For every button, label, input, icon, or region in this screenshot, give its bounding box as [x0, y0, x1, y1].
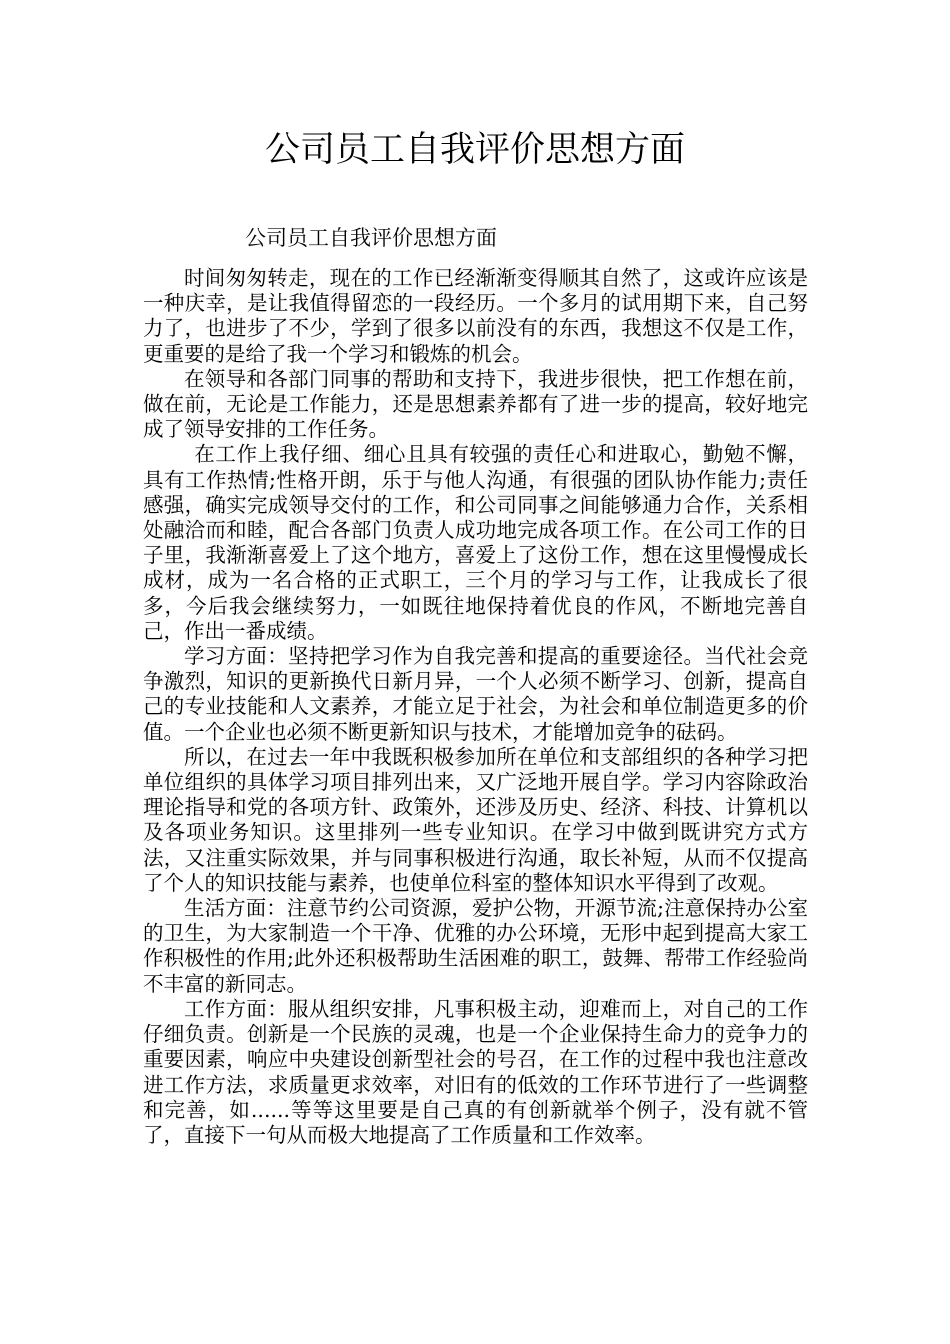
paragraph-study: 学习方面：坚持把学习作为自我完善和提高的重要途径。当代社会竞争激烈，知识的更新换代日新月异，一个人必须不断学习、创新，提高自己的专业技能和人文素养，才能立足于社会，为社会和单位制造更多的价值。一个企业也必须不断更新知识与技术，才能增加竞争的砝码。 — [143, 644, 808, 744]
paragraph-intro: 时间匆匆转走，现在的工作已经渐渐变得顺其自然了，这或许应该是一种庆幸，是让我值得留恋的一段经历。一个多月的试用期下来，自己努力了，也进步了不少，学到了很多以前没有的东西，我想这不仅是工作，更重要的是给了我一个学习和锻炼的机会。 — [143, 266, 808, 366]
paragraph-life: 生活方面：注意节约公司资源，爱护公物，开源节流;注意保持办公室的卫生，为大家制造一个干净、优雅的办公环境，无形中起到提高大家工作积极性的作用;此外还积极帮助生活困难的职工，鼓舞、帮带工作经验尚不丰富的新同志。 — [143, 896, 808, 996]
paragraph-study-details: 所以，在过去一年中我既积极参加所在单位和支部组织的各种学习把单位组织的具体学习项目排列出来，又广泛地开展自学。学习内容除政治理论指导和党的各项方针、政策外，还涉及历史、经济、科技、计算机以及各项业务知识。这里排列一些专业知识。在学习中做到既讲究方式方法，又注重实际效果，并与同事积极进行沟通，取长补短，从而不仅提高了个人的知识技能与素养，也使单位科室的整体知识水平得到了改观。 — [143, 744, 808, 895]
paragraph-support: 在领导和各部门同事的帮助和支持下，我进步很快，把工作想在前，做在前，无论是工作能力，还是思想素养都有了进一步的提高，较好地完成了领导安排的工作任务。 — [143, 366, 808, 442]
document-subtitle: 公司员工自我评价思想方面 — [245, 226, 497, 250]
paragraph-work-attitude: 在工作上我仔细、细心且具有较强的责任心和进取心，勤勉不懈，具有工作热情;性格开朗，乐于与他人沟通，有很强的团队协作能力;责任感强，确实完成领导交付的工作，和公司同事之间能够通力合作，关系相处融洽而和睦，配合各部门负责人成功地完成各项工作。在公司工作的日子里，我渐渐喜爱上了这个地方，喜爱上了这份工作，想在这里慢慢成长成材，成为一名合格的正式职工，三个月的学习与工作，让我成长了很多，今后我会继续努力，一如既往地保持着优良的作风，不断地完善自己，作出一番成绩。 — [143, 442, 808, 643]
paragraph-work: 工作方面：服从组织安排，凡事积极主动，迎难而上，对自己的工作仔细负责。创新是一个民族的灵魂，也是一个企业保持生命力的竞争力的重要因素，响应中央建设创新型社会的号召，在工作的过程中我也注意改进工作方法，求质量更求效率，对旧有的低效的工作环节进行了一些调整和完善，如......等等这里要是自己真的有创新就举个例子，没有就不管了，直接下一句从而极大地提高了工作质量和工作效率。 — [143, 996, 808, 1147]
document-title: 公司员工自我评价思想方面 — [264, 130, 685, 170]
document-body — [143, 266, 808, 1148]
